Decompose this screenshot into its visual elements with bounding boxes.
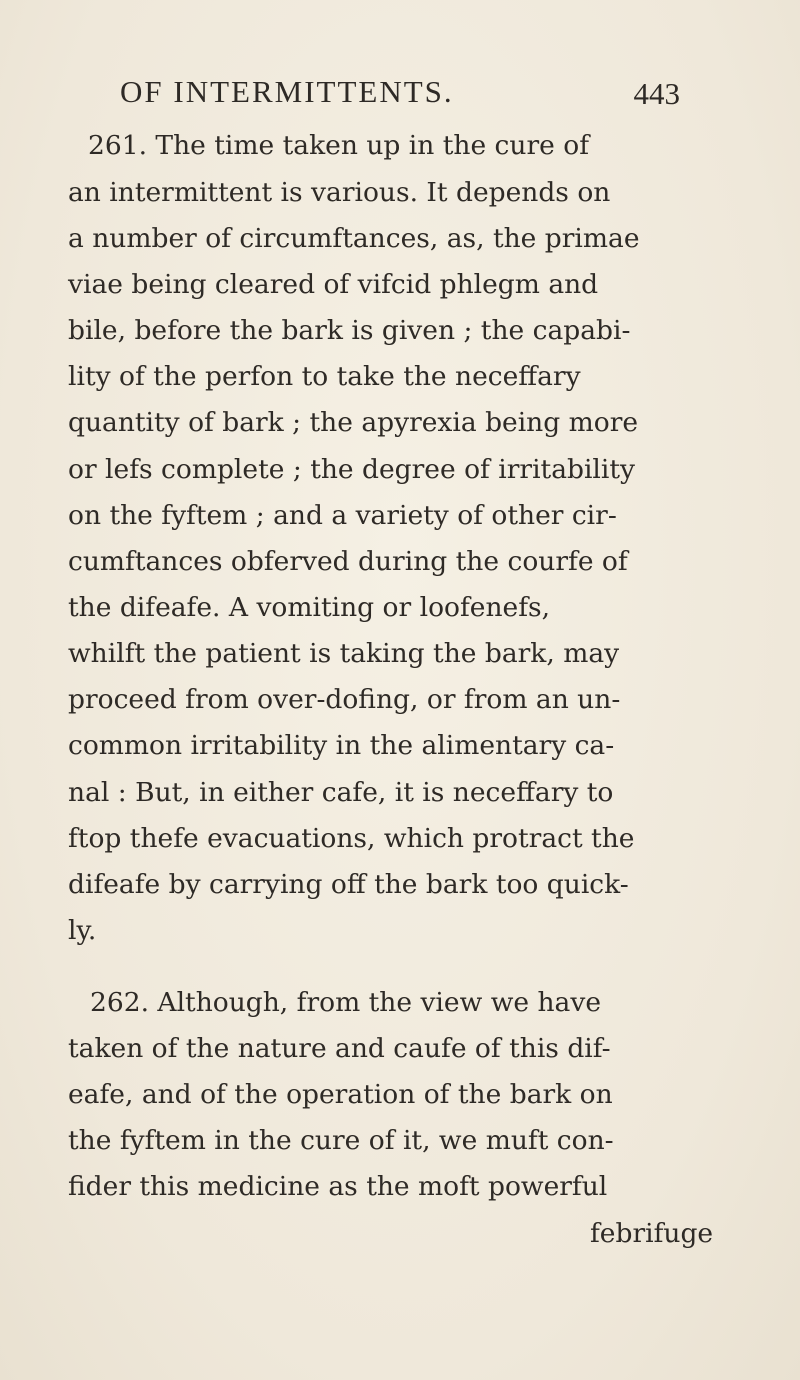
text-line: cumftances obferved during the courfe of bbox=[68, 546, 628, 577]
text-line: the fyftem in the cure of it, we muft con- bbox=[68, 1125, 614, 1156]
text-line: febrifuge bbox=[590, 1218, 714, 1249]
text-line: or lefs complete ; the degree of irritability bbox=[68, 454, 636, 485]
page-number: 443 bbox=[633, 76, 680, 111]
text-line: quantity of bark ; the apyrexia being more bbox=[68, 407, 639, 438]
text-line: 261. The time taken up in the cure of bbox=[88, 130, 590, 161]
text-line: the difeafe. A vomiting or loofenefs, bbox=[68, 592, 551, 623]
text-line: difeafe by carrying off the bark too quick- bbox=[68, 869, 629, 900]
running-head: OF INTERMITTENTS. bbox=[120, 74, 454, 109]
text-line: eafe, and of the operation of the bark on bbox=[68, 1079, 613, 1110]
text-line: taken of the nature and caufe of this dif- bbox=[68, 1033, 611, 1064]
text-line: lity of the perfon to take the neceffary bbox=[68, 361, 581, 392]
text-line: bile, before the bark is given ; the capabi- bbox=[68, 315, 631, 346]
text-line: common irritability in the alimentary ca- bbox=[68, 730, 615, 761]
text-line: proceed from over-dofing, or from an un- bbox=[68, 684, 621, 715]
text-line: whilft the patient is taking the bark, may bbox=[68, 638, 620, 669]
text-line: nal : But, in either cafe, it is neceffary to bbox=[68, 777, 614, 808]
text-line: ly. bbox=[68, 915, 97, 946]
text-line: on the fyftem ; and a variety of other cir- bbox=[68, 500, 617, 531]
text-line: ftop thefe evacuations, which protract the bbox=[68, 823, 635, 854]
text-line: a number of circumftances, as, the primae bbox=[68, 223, 640, 254]
text-line: 262. Although, from the view we have bbox=[90, 987, 602, 1018]
text-line: an intermittent is various. It depends on bbox=[68, 177, 611, 208]
page-header bbox=[120, 70, 680, 120]
text-line: fider this medicine as the moft powerful bbox=[68, 1171, 608, 1202]
text-line: viae being cleared of vifcid phlegm and bbox=[68, 269, 599, 300]
